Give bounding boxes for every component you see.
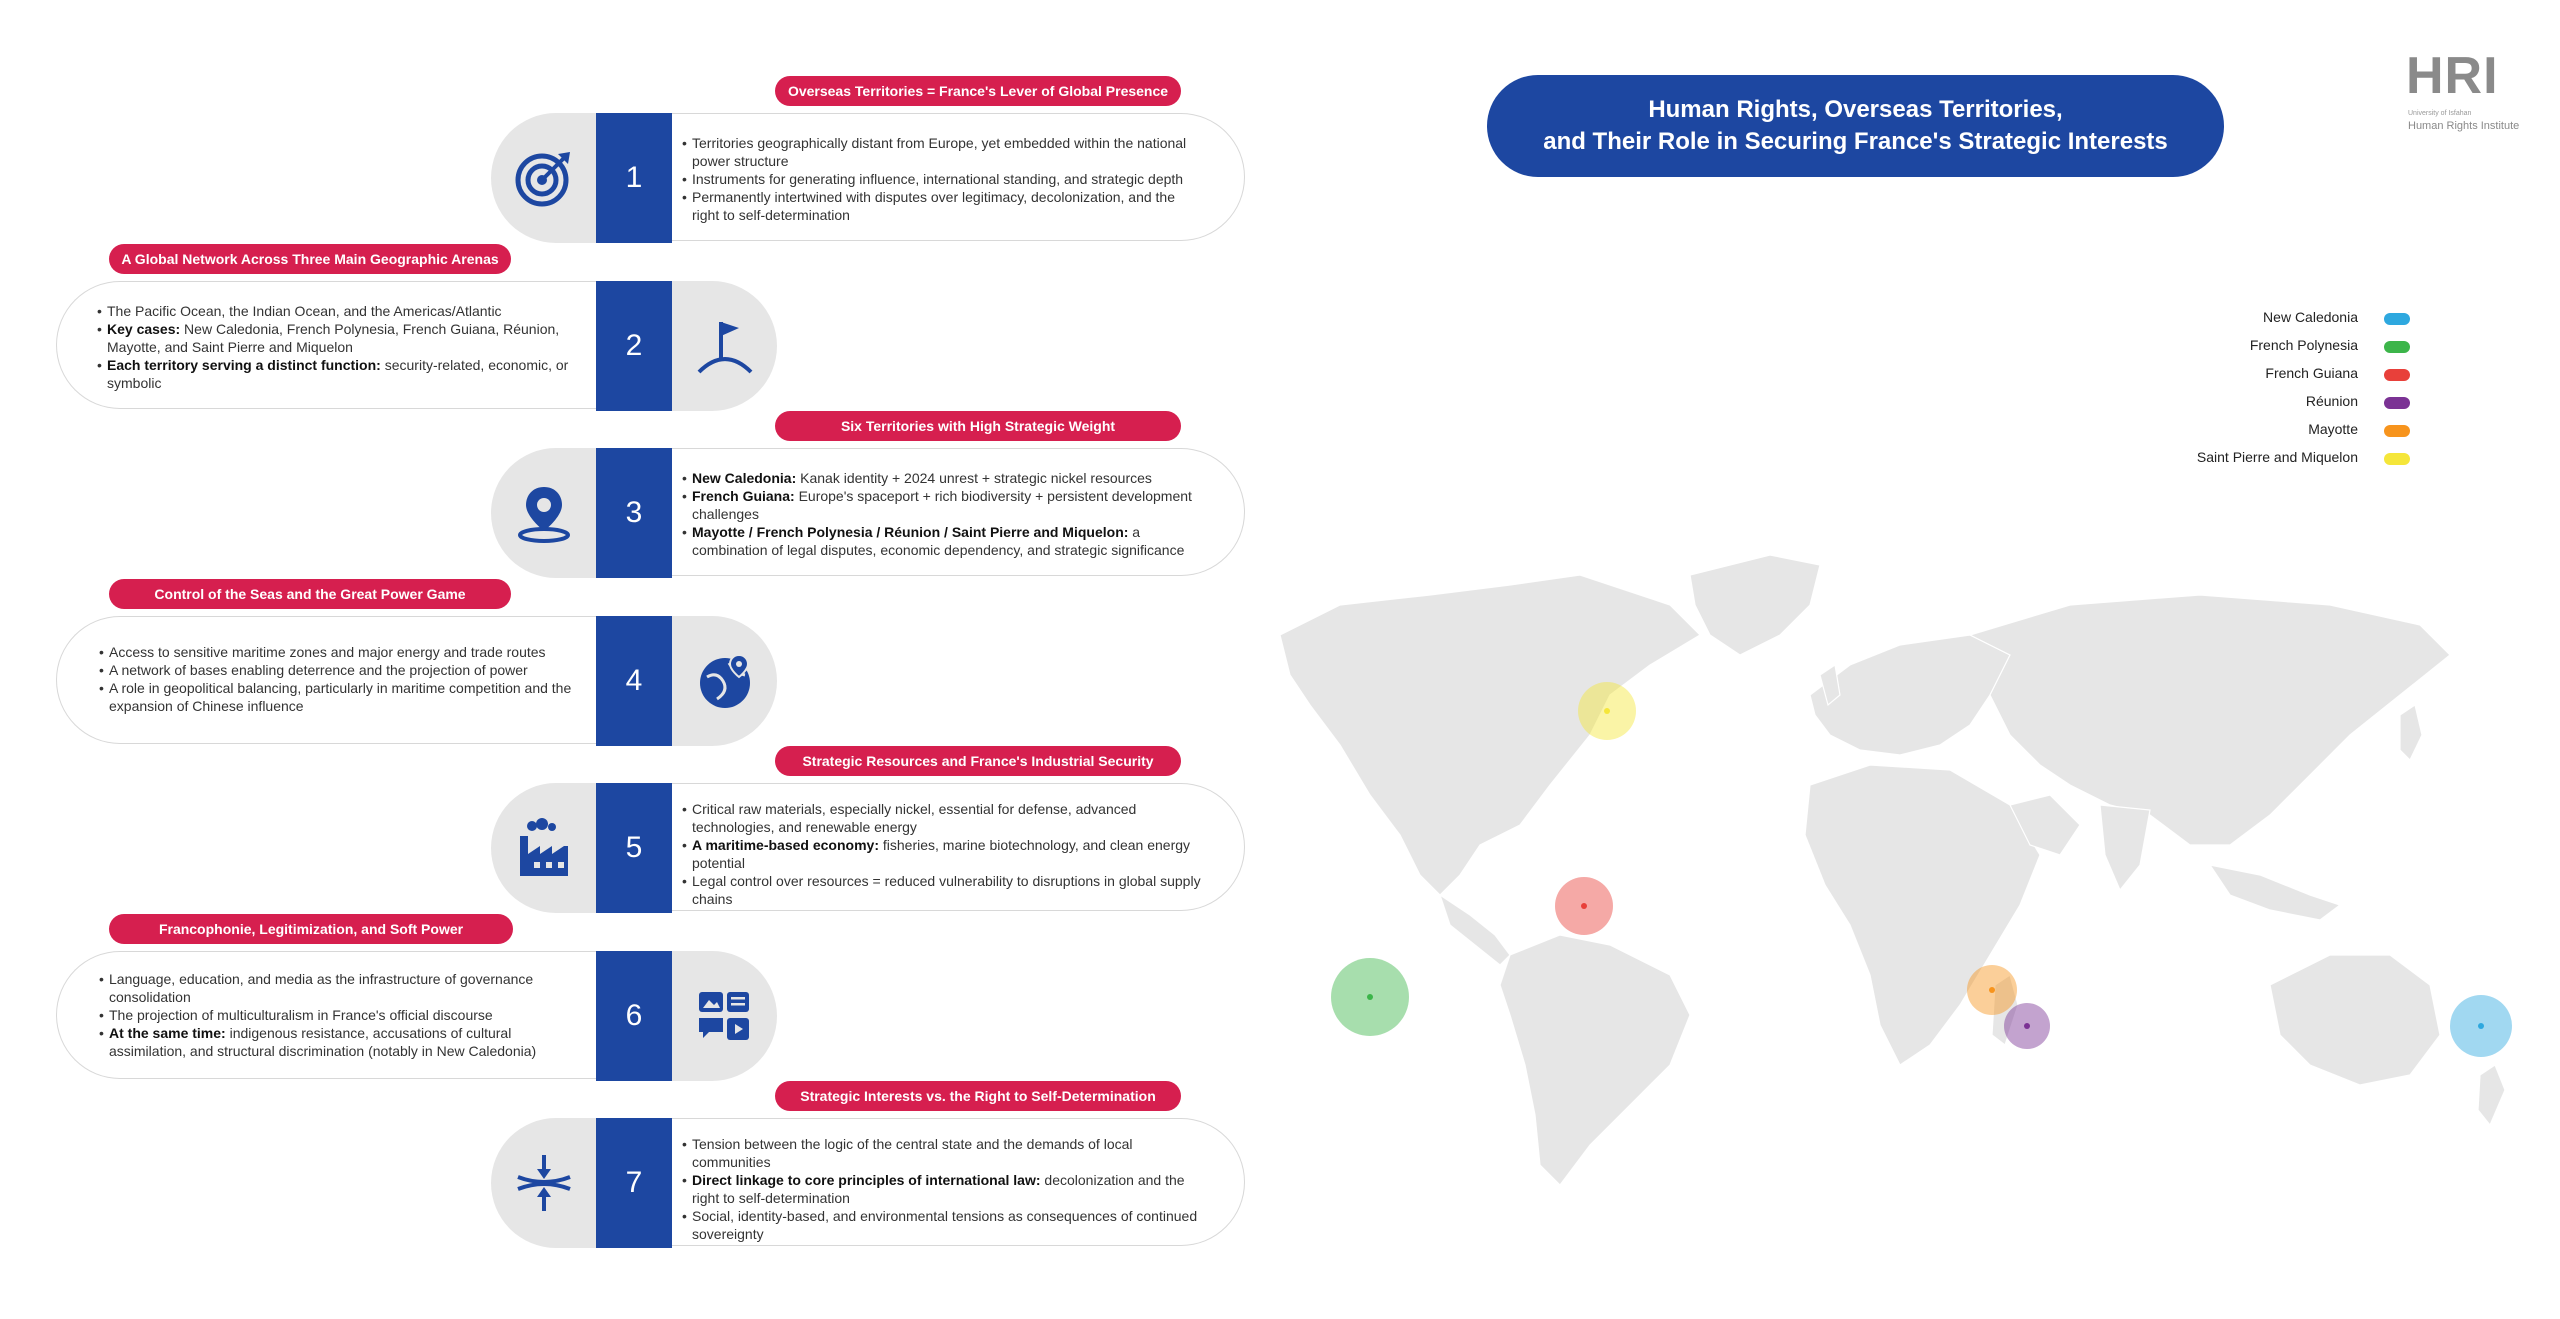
bullet: • Instruments for generating influence, international standing, and strategic depth xyxy=(682,170,1202,188)
bullet: • Each territory serving a distinct function: security-related, economic, or symbolic xyxy=(97,356,587,392)
bullet: • Territories geographically distant from Europe, yet embedded within the national power structure xyxy=(682,134,1202,170)
section-3-number: 3 xyxy=(596,448,672,578)
section-4-number: 4 xyxy=(596,616,672,746)
logo-line-1: University of Isfahan xyxy=(2408,110,2472,117)
saint-pierre-miquelon-marker-dot xyxy=(1604,708,1610,714)
bullet: • The projection of multiculturalism in France's official discourse xyxy=(99,1006,589,1024)
bullet: • The Pacific Ocean, the Indian Ocean, and the Americas/Atlantic xyxy=(97,302,587,320)
bullet: • At the same time: indigenous resistance, accusations of cultural assimilation, and structural discrimination (notably in New Caledonia) xyxy=(99,1024,589,1060)
legend-label: Réunion xyxy=(2305,393,2358,409)
bullet: • Mayotte / French Polynesia / Réunion / Saint Pierre and Miquelon: a combination of legal disputes, economic dependency, and strategic significance xyxy=(682,523,1212,559)
section-4-heading: Control of the Seas and the Great Power Game xyxy=(109,579,511,609)
legend-label: Mayotte xyxy=(2308,421,2358,437)
bullet: • Tension between the logic of the central state and the demands of local communities xyxy=(682,1135,1212,1171)
bullet: • New Caledonia: Kanak identity + 2024 unrest + strategic nickel resources xyxy=(682,469,1212,487)
section-6-number: 6 xyxy=(596,951,672,1081)
bullet: • A role in geopolitical balancing, particularly in maritime competition and the expansion of Chinese influence xyxy=(99,679,589,715)
legend-label: Saint Pierre and Miquelon xyxy=(2196,449,2358,465)
bullet: • A network of bases enabling deterrence and the projection of power xyxy=(99,661,589,679)
section-1-number: 1 xyxy=(596,113,672,243)
mayotte-marker-dot xyxy=(1989,987,1995,993)
bullet: • French Guiana: Europe's spaceport + rich biodiversity + persistent development challenges xyxy=(682,487,1212,523)
section-3-heading: Six Territories with High Strategic Weight xyxy=(775,411,1181,441)
title-line-2: and Their Role in Securing France's Strategic Interests xyxy=(1543,128,2168,155)
bullet: • Key cases: New Caledonia, French Polynesia, French Guiana, Réunion, Mayotte, and Saint Pierre and Miquelon xyxy=(97,320,587,356)
section-2-heading: A Global Network Across Three Main Geographic Arenas xyxy=(109,244,511,274)
logo-line-2: Human Rights Institute xyxy=(2408,120,2520,132)
title-line-1: Human Rights, Overseas Territories, xyxy=(1648,96,2063,123)
bullet: • Access to sensitive maritime zones and major energy and trade routes xyxy=(99,643,589,661)
section-5-number: 5 xyxy=(596,783,672,913)
legend-label: New Caledonia xyxy=(2263,309,2358,325)
bullet: • Social, identity-based, and environmental tensions as consequences of continued sovereignty xyxy=(682,1207,1212,1243)
section-2-number: 2 xyxy=(596,281,672,411)
section-5-heading: Strategic Resources and France's Industrial Security xyxy=(775,746,1181,776)
legend-label: French Guiana xyxy=(2265,365,2358,381)
logo-mark: HRI xyxy=(2406,47,2499,105)
french-polynesia-marker-dot xyxy=(1367,994,1373,1000)
section-7-heading: Strategic Interests vs. the Right to Self-Determination xyxy=(775,1081,1181,1111)
section-1-heading: Overseas Territories = France's Lever of Global Presence xyxy=(775,76,1181,106)
legend-label: French Polynesia xyxy=(2249,337,2358,353)
bullet: • Direct linkage to core principles of international law: decolonization and the right to self-determination xyxy=(682,1171,1212,1207)
bullet: • A maritime-based economy: fisheries, marine biotechnology, and clean energy potential xyxy=(682,836,1212,872)
bullet: • Permanently intertwined with disputes over legitimacy, decolonization, and the right to self-determination xyxy=(682,188,1202,224)
bullet: • Critical raw materials, especially nickel, essential for defense, advanced technologies, and renewable energy xyxy=(682,800,1212,836)
reunion-marker-dot xyxy=(2024,1023,2030,1029)
bullet: • Language, education, and media as the infrastructure of governance consolidation xyxy=(99,970,589,1006)
section-6-heading: Francophonie, Legitimization, and Soft Power xyxy=(109,914,513,944)
bullet: • Legal control over resources = reduced vulnerability to disruptions in global supply chains xyxy=(682,872,1212,908)
french-guiana-marker-dot xyxy=(1581,903,1587,909)
new-caledonia-marker-dot xyxy=(2478,1023,2484,1029)
section-7-number: 7 xyxy=(596,1118,672,1248)
